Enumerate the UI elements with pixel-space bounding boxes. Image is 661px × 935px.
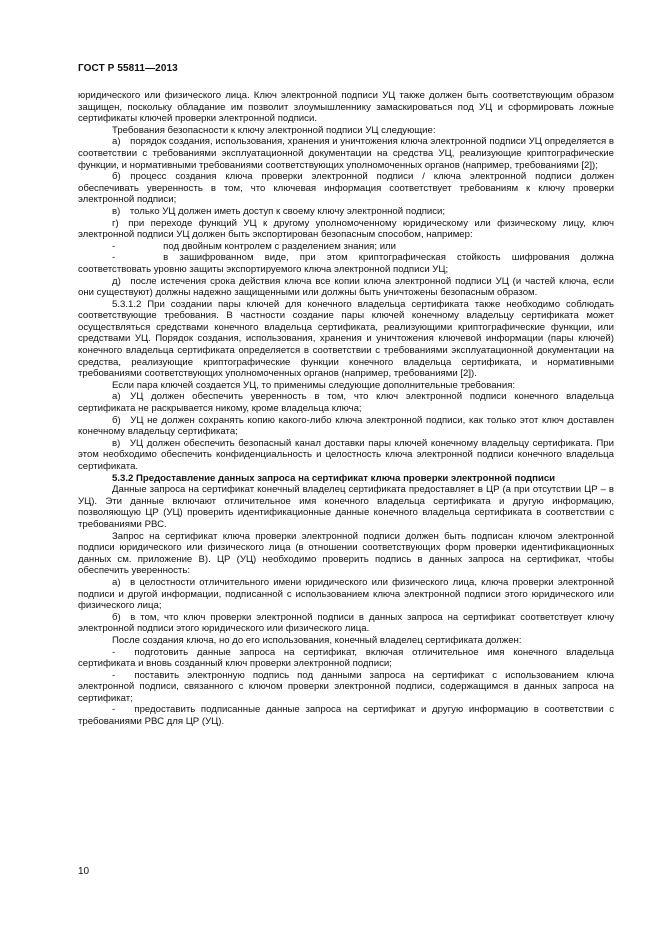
dash-item: - подготовить данные запроса на сертификат, включая отличительное имя конечного владельца сертификата и вновь созданный ключ проверки электронной подписи; <box>78 646 614 670</box>
section-heading: 5.3.2 Предоставление данных запроса на сертификат ключа проверки электронной подписи <box>112 472 556 484</box>
paragraph: юридического или физического лица. Ключ электронной подписи УЦ также должен быть соответствующим образом защищен, поскольку обладание им позволит злоумышленнику замаскироваться под УЦ и сформировать ложные сертификаты ключей проверки электронной подписи. <box>78 90 614 125</box>
list-item: в) только УЦ должен иметь доступ к своему ключу электронной подписи; <box>112 205 446 217</box>
paragraph: Запрос на сертификат ключа проверки электронной подписи должен быть подписан ключом электронной подписи юридического или физического лица (в отношении соответствующих форм проверки идентификационных данных см. приложение В). ЦР (УЦ) необходимо проверить подпись в данных запроса на сертификат, чтобы обеспечить уверенность: <box>78 530 614 577</box>
paragraph: Если пара ключей создается УЦ, то применимы следующие дополнительные требования: <box>112 379 516 391</box>
paragraph: Требования безопасности к ключу электронной подписи УЦ следующие: <box>112 124 436 136</box>
page-number: 10 <box>78 866 90 877</box>
list-item: а) в целостности отличительного имени юридического или физического лица, ключа проверки электронной подписи и другой информации, подписанной с использованием ключа электронной подписи этого юридического или физического лица; <box>78 576 614 612</box>
list-item: б) УЦ не должен сохранять копию какого-либо ключа электронной подписи, как только этот ключ доставлен конечному владельцу сертификата; <box>78 414 614 438</box>
paragraph: Данные запроса на сертификат конечный владелец сертификата предоставляет в ЦР (а при отсутствии ЦР – в УЦ). Эти данные включают отличительное имя конечного владельца сертификата и другую информацию, позволяющую ЦР (УЦ) проверить идентификационные данные конечного владельца сертификата в соответствии с требованиями РВС. <box>78 484 614 530</box>
list-item: б) в том, что ключ проверки электронной подписи в данных запроса на сертификат соответствует ключу электронной подписи этого юридического или физического лица. <box>78 611 614 635</box>
document-header: ГОСТ Р 55811—2013 <box>78 63 178 74</box>
dash-item: - в зашифрованном виде, при этом криптографическая стойкость шифрования должна соответствовать уровню защиты экспортируемого ключа электронной подписи УЦ; <box>78 252 614 275</box>
document-body <box>78 90 614 728</box>
paragraph: 5.3.1.2 При создании пары ключей для конечного владельца сертификата также необходимо соблюдать соответствующие требования. В частности создание пары ключей конечному владельцу сертификата может осуществляться средствами конечного владельца сертификата, реализующими криптографические функции, или средствами УЦ. Порядок создания, использования, хранения и уничтожения ключевой информации (пары ключей) конечного владельца сертификата определяется в соответствии с требованиями эксплуатационной документации на средства, реализующие криптографические функции конечного владельца сертификата, и нормативными требованиями соответствующих уполномоченных органов (например, требованиями [2]). <box>78 298 614 380</box>
list-item: б) процесс создания ключа проверки электронной подписи / ключа электронной подписи должен обеспечивать уверенность в том, что ключевая информация соответствует требованиям к ключу проверки электронной подписи; <box>78 171 614 206</box>
dash-item: - предоставить подписанные данные запроса на сертификат и другую информацию в соответствии с требованиями РВС для ЦР (УЦ). <box>78 704 614 728</box>
list-item: д) после истечения срока действия ключа все копии ключа электронной подписи УЦ (и частей ключа, если они существуют) должны надежно защищенными или должны быть уничтожены безопасным образом. <box>78 275 614 299</box>
paragraph: После создания ключа, но до его использования, конечный владелец сертификата должен: <box>112 634 522 646</box>
dash-item: - поставить электронную подпись под данными запроса на сертификат с использованием ключа электронной подписи, связанного с ключом проверки электронной подписи, содержащимся в данных запроса на сертификат; <box>78 669 614 704</box>
list-item: а) УЦ должен обеспечить уверенность в том, что ключ электронной подписи конечного владельца сертификата не раскрывается никому, кроме владельца ключа; <box>78 391 614 415</box>
dash-item: - под двойным контролем с разделением знания; или <box>112 240 397 252</box>
list-item: г) при переходе функций УЦ к другому уполномоченному юридическому или физическому лицу, ключ электронной подписи УЦ должен быть экспортирован безопасным способом, например: <box>78 217 614 241</box>
list-item: в) УЦ должен обеспечить безопасный канал доставки пары ключей конечному владельцу сертификата. При этом необходимо обеспечить конфиденциальность и целостность ключа электронной подписи конечного владельца сертификата. <box>78 437 614 472</box>
list-item: а) порядок создания, использования, хранения и уничтожения ключа электронной подписи УЦ определяется в соответствии с требованиями эксплуатационной документации на средства УЦ, реализующие криптографические функции, и нормативными требованиями соответствующих уполномоченных органов (например, требованиями [2]); <box>78 136 614 171</box>
